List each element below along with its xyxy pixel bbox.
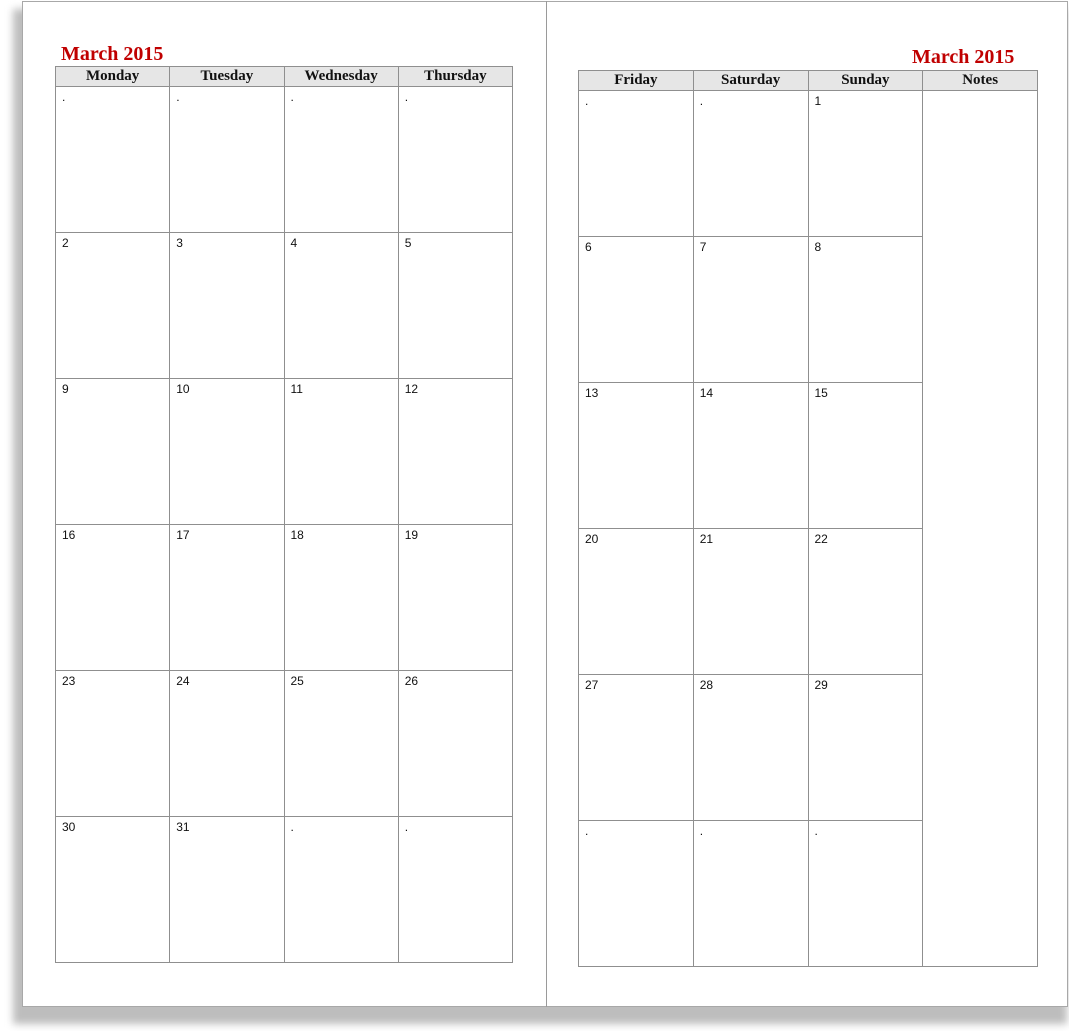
day-cell[interactable] xyxy=(579,237,694,383)
notes-area[interactable] xyxy=(923,91,1038,967)
day-number: 27 xyxy=(585,678,599,692)
day-number: 26 xyxy=(404,674,419,688)
day-number: 22 xyxy=(814,532,828,546)
day-cell[interactable] xyxy=(808,821,923,967)
day-number: . xyxy=(699,94,704,108)
day-cell[interactable] xyxy=(398,817,512,963)
day-cell[interactable] xyxy=(808,529,923,675)
day-cell[interactable] xyxy=(56,671,170,817)
day-cell[interactable] xyxy=(808,91,923,237)
day-number: 15 xyxy=(814,386,828,400)
page-spine xyxy=(546,1,547,1007)
day-number: . xyxy=(404,90,409,104)
day-number: 28 xyxy=(699,678,714,692)
day-cell[interactable] xyxy=(808,383,923,529)
day-cell[interactable] xyxy=(170,817,284,963)
day-number: 7 xyxy=(699,240,707,254)
day-cell[interactable] xyxy=(579,821,694,967)
day-number: . xyxy=(62,90,66,104)
day-number: . xyxy=(290,90,294,104)
day-cell[interactable] xyxy=(170,525,284,671)
week-row xyxy=(56,87,513,233)
day-cell[interactable] xyxy=(579,383,694,529)
day-number: 31 xyxy=(176,820,190,834)
day-number: 24 xyxy=(176,674,190,688)
weekday-header-row xyxy=(56,67,513,87)
day-cell[interactable] xyxy=(693,529,808,675)
day-number: . xyxy=(290,820,294,834)
week-row xyxy=(56,671,513,817)
left-page-calendar xyxy=(55,66,513,963)
day-number: 5 xyxy=(404,236,412,250)
week-row xyxy=(56,525,513,671)
day-cell[interactable] xyxy=(398,525,512,671)
day-cell[interactable] xyxy=(284,87,398,233)
weekday-header: Friday xyxy=(579,71,694,91)
day-number: 25 xyxy=(290,674,304,688)
day-number: 14 xyxy=(699,386,714,400)
day-cell[interactable] xyxy=(579,675,694,821)
weekday-header: Saturday xyxy=(693,71,808,91)
day-number: 6 xyxy=(585,240,592,254)
weekday-header: Thursday xyxy=(398,67,512,87)
left-page-month-title: March 2015 xyxy=(61,43,164,65)
weekday-header: Sunday xyxy=(808,71,923,91)
week-row xyxy=(56,817,513,963)
day-cell[interactable] xyxy=(284,233,398,379)
day-cell[interactable] xyxy=(56,817,170,963)
day-cell[interactable] xyxy=(284,525,398,671)
day-number: 4 xyxy=(290,236,298,250)
day-cell[interactable] xyxy=(170,379,284,525)
day-number: 3 xyxy=(176,236,183,250)
day-cell[interactable] xyxy=(170,87,284,233)
day-cell[interactable] xyxy=(579,91,694,237)
day-cell[interactable] xyxy=(398,671,512,817)
day-number: 16 xyxy=(62,528,76,542)
weekday-header: Tuesday xyxy=(170,67,284,87)
day-cell[interactable] xyxy=(398,233,512,379)
right-page-calendar xyxy=(578,70,1038,967)
weekday-header: Wednesday xyxy=(284,67,398,87)
day-cell[interactable] xyxy=(808,237,923,383)
day-cell[interactable] xyxy=(808,675,923,821)
day-cell[interactable] xyxy=(693,91,808,237)
day-number: . xyxy=(176,90,180,104)
day-number: 29 xyxy=(814,678,828,692)
day-cell[interactable] xyxy=(56,525,170,671)
weekday-header-row xyxy=(579,71,1038,91)
day-cell[interactable] xyxy=(56,87,170,233)
day-cell[interactable] xyxy=(56,379,170,525)
day-cell[interactable] xyxy=(693,821,808,967)
day-cell[interactable] xyxy=(398,379,512,525)
day-cell[interactable] xyxy=(170,671,284,817)
right-page-month-title: March 2015 xyxy=(912,46,1015,68)
day-cell[interactable] xyxy=(284,379,398,525)
day-cell[interactable] xyxy=(56,233,170,379)
day-number: 21 xyxy=(699,532,714,546)
day-number: . xyxy=(404,820,409,834)
day-number: . xyxy=(585,824,589,838)
day-cell[interactable] xyxy=(284,671,398,817)
day-number: 9 xyxy=(62,382,69,396)
day-number: 1 xyxy=(814,94,822,108)
week-row xyxy=(56,233,513,379)
day-number: 2 xyxy=(62,236,69,250)
day-cell[interactable] xyxy=(693,383,808,529)
day-number: 23 xyxy=(62,674,76,688)
day-number: 19 xyxy=(404,528,419,542)
day-number: 13 xyxy=(585,386,599,400)
day-number: . xyxy=(814,824,818,838)
day-cell[interactable] xyxy=(693,675,808,821)
notes-header: Notes xyxy=(923,71,1038,91)
weekday-header: Monday xyxy=(56,67,170,87)
week-row xyxy=(56,379,513,525)
day-cell[interactable] xyxy=(170,233,284,379)
day-number: 17 xyxy=(176,528,190,542)
day-number: 12 xyxy=(404,382,419,396)
day-cell[interactable] xyxy=(579,529,694,675)
day-number: 30 xyxy=(62,820,76,834)
day-number: 18 xyxy=(290,528,304,542)
day-cell[interactable] xyxy=(693,237,808,383)
day-number: . xyxy=(585,94,589,108)
day-cell[interactable] xyxy=(398,87,512,233)
week-row xyxy=(579,91,1038,237)
day-number: 8 xyxy=(814,240,822,254)
day-number: . xyxy=(699,824,704,838)
day-number: 20 xyxy=(585,532,599,546)
day-number: 10 xyxy=(176,382,190,396)
day-cell[interactable] xyxy=(284,817,398,963)
day-number: 11 xyxy=(290,382,303,396)
